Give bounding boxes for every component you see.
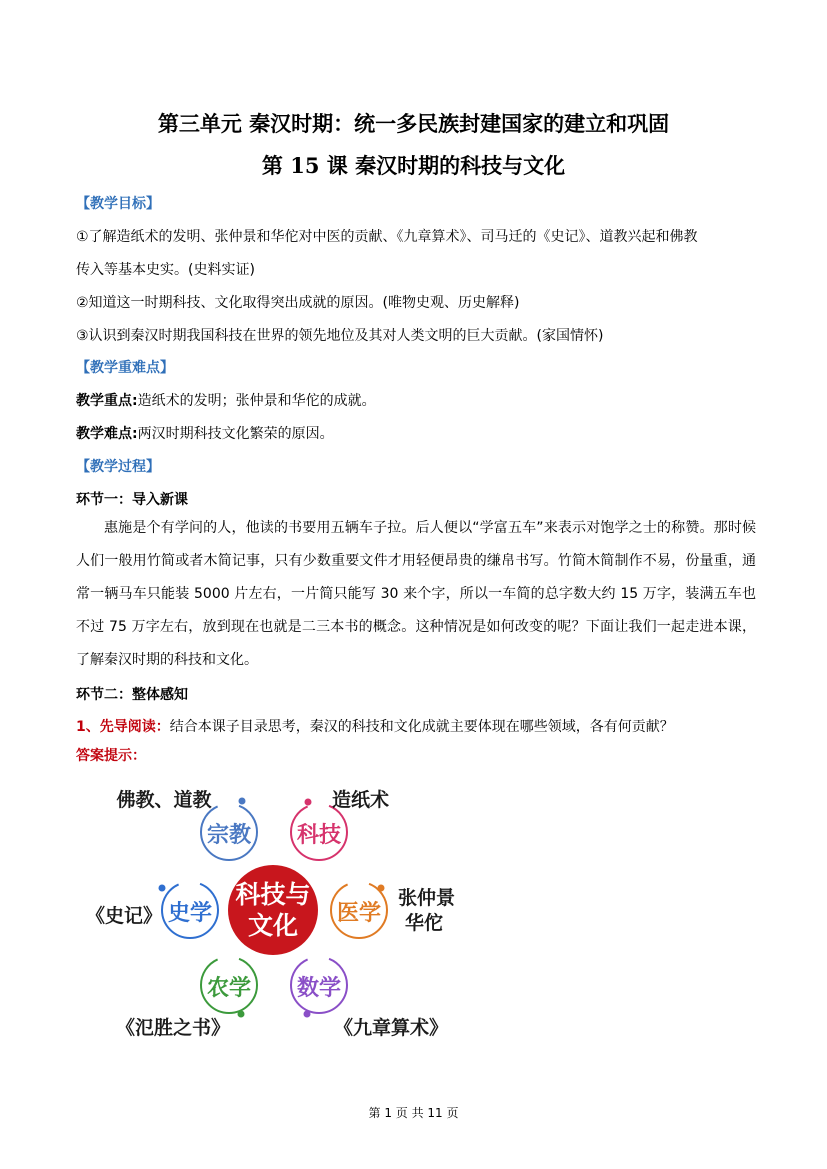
medicine-note-1: 张仲景 [398,887,456,909]
key-point-text: 造纸术的发明；张仲景和华佗的成就。 [137,393,376,409]
guide-line [76,716,674,736]
history-label: 史学 [167,900,213,926]
section-process-heading: 【教学过程】 [76,459,160,475]
history-dot [159,885,166,892]
religion-dot [239,798,246,805]
step2-label: 环节二： [76,687,132,703]
religion-label: 宗教 [206,822,252,848]
step1-label: 环节一： [76,492,132,508]
agri-dot [238,1011,245,1018]
answer-label: 答案提示： [76,748,146,764]
agri-note: 《氾胜之书》 [116,1017,231,1039]
religion-note: 佛教、道教 [116,789,212,811]
math-note: 《九章算术》 [334,1017,449,1039]
unit-title: 第三单元 秦汉时期：统一多民族封建国家的建立和巩固 [157,111,670,136]
medicine-dot [378,885,385,892]
medicine-label: 医学 [336,900,382,926]
agri-label: 农学 [206,975,252,1001]
medicine-note-2: 华佗 [405,912,444,934]
intro-paragraph: 惠施是个有学问的人，他读的书要用五辆车子拉。后人便以“学富五车”来表示对饱学之士的称赞。那时候人们一般用竹简或者木简记事，只有少数重要文件才用轻便昂贵的缣帛书写。竹简木简制作不易，份量重，通常一辆马车只能装 5000 片左右，一片简只能写 30 来个字，所以一车简的总字数大约 15 万字，装满五车也不过 75 万字左右，放到现在也就是二三本书的概念。这种情况是如何改变的呢？下面让我们一起走进本课，了解秦汉时期的科技和文化。 [76,520,756,668]
goal-3: ③认识到秦汉时期我国科技在世界的领先地位及其对人类文明的巨大贡献。(家国情怀) [76,328,604,344]
guide-label: 1、先导阅读： [76,719,170,735]
tech-dot [305,799,312,806]
section-key-heading: 【教学重难点】 [76,360,174,376]
difficulty-text: 两汉时期科技文化繁荣的原因。 [137,426,334,442]
center-label-2: 文化 [247,911,299,940]
key-point-label: 教学重点: [76,393,138,409]
goal-1b: 传入等基本史实。(史料实证) [76,262,255,278]
step2-heading [76,684,188,704]
difficulty-line [76,423,334,443]
step1-heading [76,489,188,509]
center-label-1: 科技与 [235,880,311,909]
center-circle [228,865,318,955]
tech-label: 科技 [296,822,342,848]
math-dot [304,1011,311,1018]
math-label: 数学 [296,975,342,1001]
goal-1a: ①了解造纸术的发明、张仲景和华佗对中医的贡献、《九章算术》、司马迁的《史记》、道教兴起和佛教 [76,229,698,245]
difficulty-label: 教学难点: [76,426,138,442]
tech-culture-diagram [76,770,476,1050]
tech-note: 造纸术 [332,789,390,811]
step2-title: 整体感知 [132,687,188,703]
step1-title: 导入新课 [132,492,188,508]
section-goals-heading: 【教学目标】 [76,196,160,212]
page-footer: 第 1 页 共 11 页 [368,1106,459,1120]
goal-2: ②知道这一时期科技、文化取得突出成就的原因。(唯物史观、历史解释) [76,295,520,311]
key-point-line [76,390,376,410]
history-note: 《史记》 [86,905,163,927]
guide-text: 结合本课子目录思考，秦汉的科技和文化成就主要体现在哪些领域，各有何贡献？ [169,719,674,735]
lesson-title: 第 15 课 秦汉时期的科技与文化 [261,153,566,178]
